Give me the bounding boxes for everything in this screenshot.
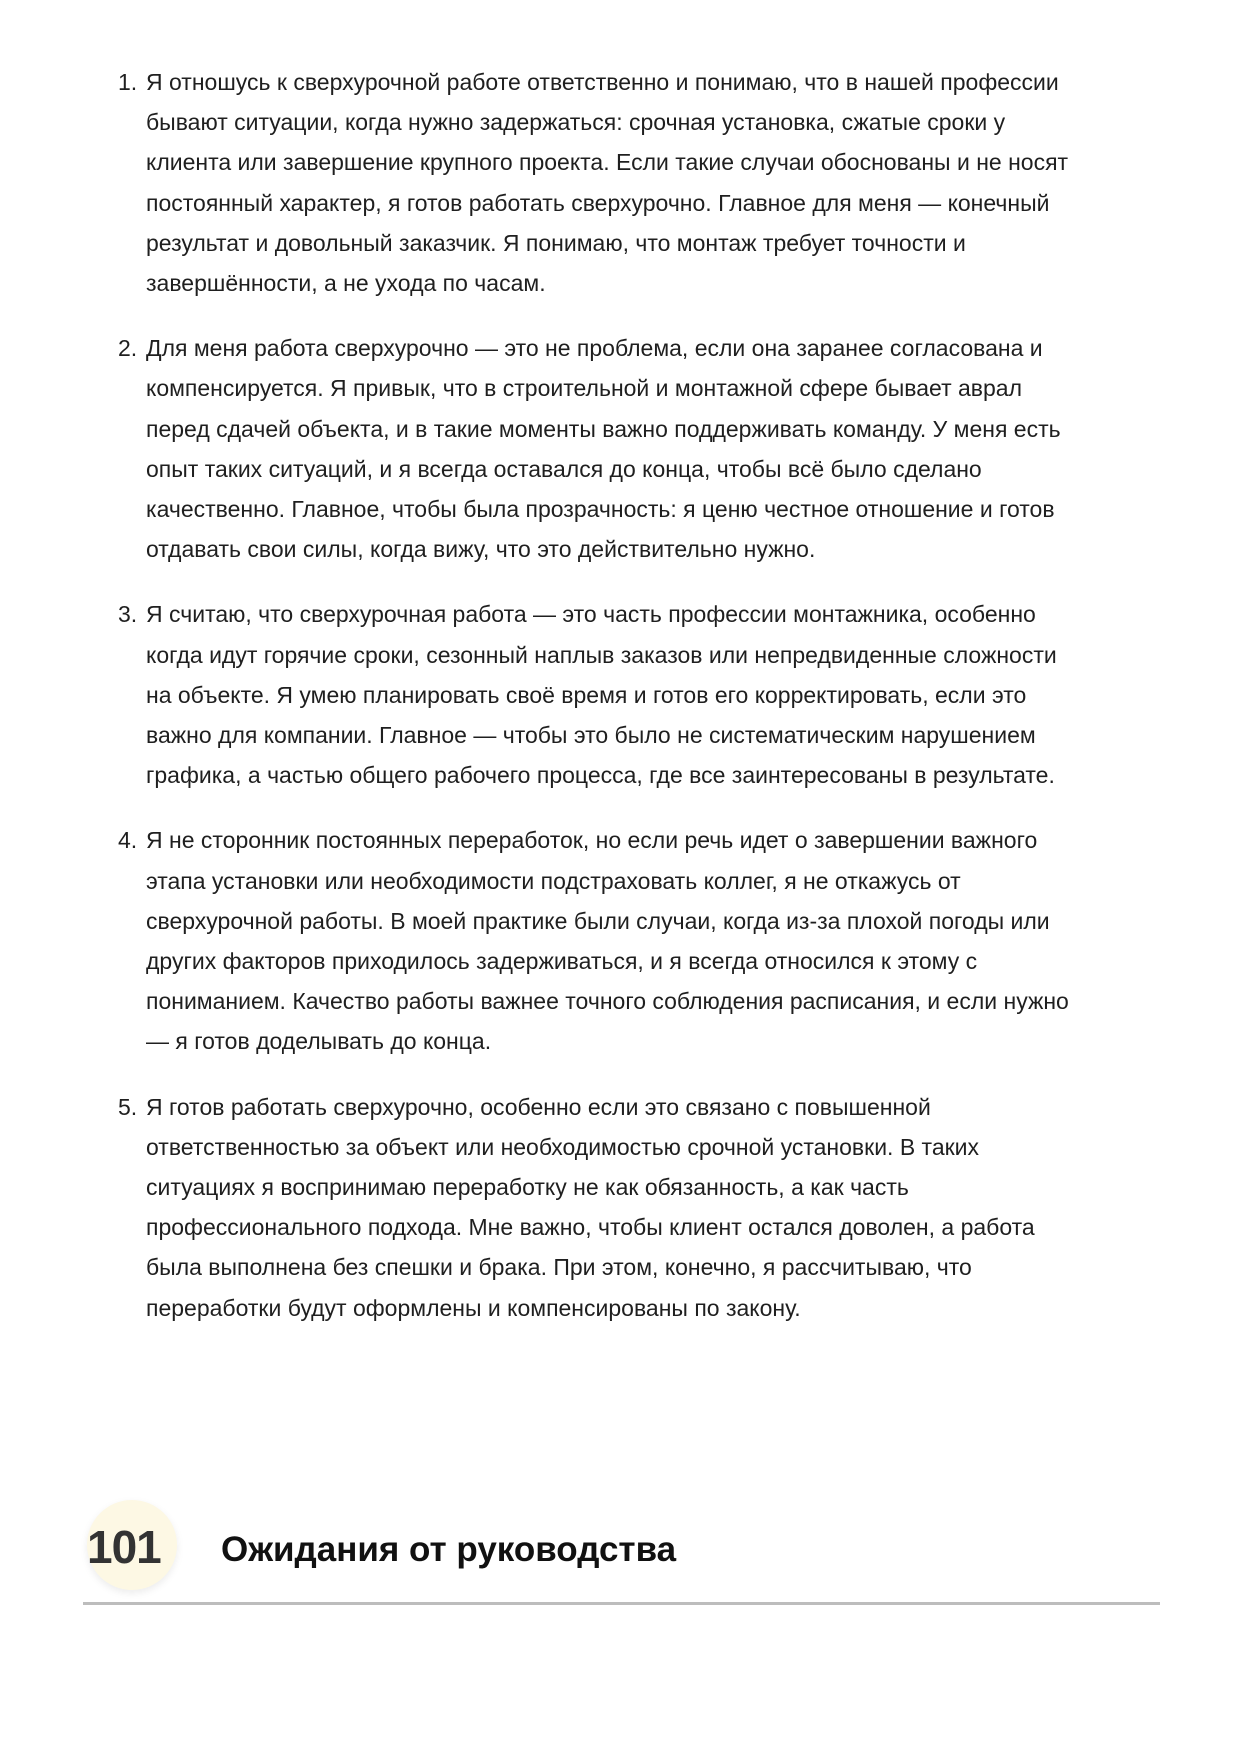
- section-number: 101: [87, 1521, 161, 1573]
- section-title: Ожидания от руководства: [221, 1530, 677, 1569]
- list-item-text-line: сверхурочной работы. В моей практике были случаи, когда из-за плохой погоды или: [146, 907, 1050, 934]
- list-item-text-line: опыт таких ситуаций, и я всегда оставался до конца, чтобы всё было сделано: [146, 455, 982, 482]
- list-item-text-line: графика, а частью общего рабочего процесса, где все заинтересованы в результате.: [146, 762, 1055, 789]
- list-item: [118, 328, 1168, 569]
- list-item-number: 4.: [118, 827, 138, 854]
- list-item-text-line: ситуациях я воспринимаю переработку не как обязанность, а как часть: [146, 1174, 909, 1201]
- list-item: [118, 820, 1168, 1061]
- list-item-text-line: была выполнена без спешки и брака. При этом, конечно, я рассчитываю, что: [146, 1254, 972, 1281]
- list-item-text-line: качественно. Главное, чтобы была прозрачность: я ценю честное отношение и готов: [146, 496, 1055, 523]
- list-item-text-line: отдавать свои силы, когда вижу, что это действительно нужно.: [146, 536, 816, 563]
- list-item-text-line: завершённости, а не ухода по часам.: [146, 270, 546, 297]
- list-item-text-line: Я не сторонник постоянных переработок, но если речь идет о завершении важного: [146, 827, 1038, 854]
- list-item-text-line: Я отношусь к сверхурочной работе ответственно и понимаю, что в нашей профессии: [146, 69, 1059, 95]
- list-item-text-line: этапа установки или необходимости подстраховать коллег, я не откажусь от: [146, 867, 961, 894]
- list-item-text-line: компенсируется. Я привык, что в строительной и монтажной сфере бывает аврал: [146, 375, 1023, 402]
- list-item-text-line: когда идут горячие сроки, сезонный наплыв заказов или непредвиденные сложности: [146, 641, 1057, 668]
- list-item: [118, 1087, 1168, 1328]
- list-item-text-line: других факторов приходилось задерживаться, и я всегда относился к этому с: [146, 948, 978, 975]
- list-item-text-line: постоянный характер, я готов работать сверхурочно. Главное для меня — конечный: [146, 189, 1050, 216]
- list-item-number: 2.: [118, 335, 138, 362]
- list-item-text-line: Я считаю, что сверхурочная работа — это часть профессии монтажника, особенно: [146, 601, 1036, 628]
- section-heading: [83, 1500, 1160, 1604]
- list-item-text-line: результат и довольный заказчик. Я понимаю, что монтаж требует точности и: [146, 229, 966, 256]
- list-item-text-line: пониманием. Качество работы важнее точного соблюдения расписания, и если нужно: [146, 988, 1069, 1015]
- list-item-text-line: Для меня работа сверхурочно — это не проблема, если она заранее согласована и: [146, 335, 1043, 362]
- list-item: [118, 62, 1168, 303]
- section-divider: [83, 1602, 1160, 1605]
- list-item-text-line: бывают ситуации, когда нужно задержаться: срочная установка, сжатые сроки у: [146, 109, 1006, 136]
- list-item-text-line: клиента или завершение крупного проекта. Если такие случаи обоснованы и не носят: [146, 149, 1069, 176]
- list-item-text-line: переработки будут оформлены и компенсированы по закону.: [146, 1294, 801, 1321]
- list-item-text-line: на объекте. Я умею планировать своё время и готов его корректировать, если это: [146, 681, 1027, 708]
- list-item-text-line: важно для компании. Главное — чтобы это было не систематическим нарушением: [146, 722, 1036, 749]
- list-item-text-line: профессионального подхода. Мне важно, чтобы клиент остался доволен, а работа: [146, 1214, 1035, 1241]
- answer-list: [118, 62, 1168, 1353]
- list-item-number: 1.: [118, 69, 138, 95]
- list-item-number: 5.: [118, 1093, 138, 1120]
- list-item: [118, 594, 1168, 795]
- list-item-number: 3.: [118, 601, 138, 628]
- list-item-text-line: — я готов доделывать до конца.: [146, 1028, 492, 1055]
- list-item-text-line: Я готов работать сверхурочно, особенно если это связано с повышенной: [146, 1093, 931, 1120]
- list-item-text-line: перед сдачей объекта, и в такие моменты важно поддерживать команду. У меня есть: [146, 415, 1061, 442]
- list-item-text-line: ответственностью за объект или необходимостью срочной установки. В таких: [146, 1133, 980, 1160]
